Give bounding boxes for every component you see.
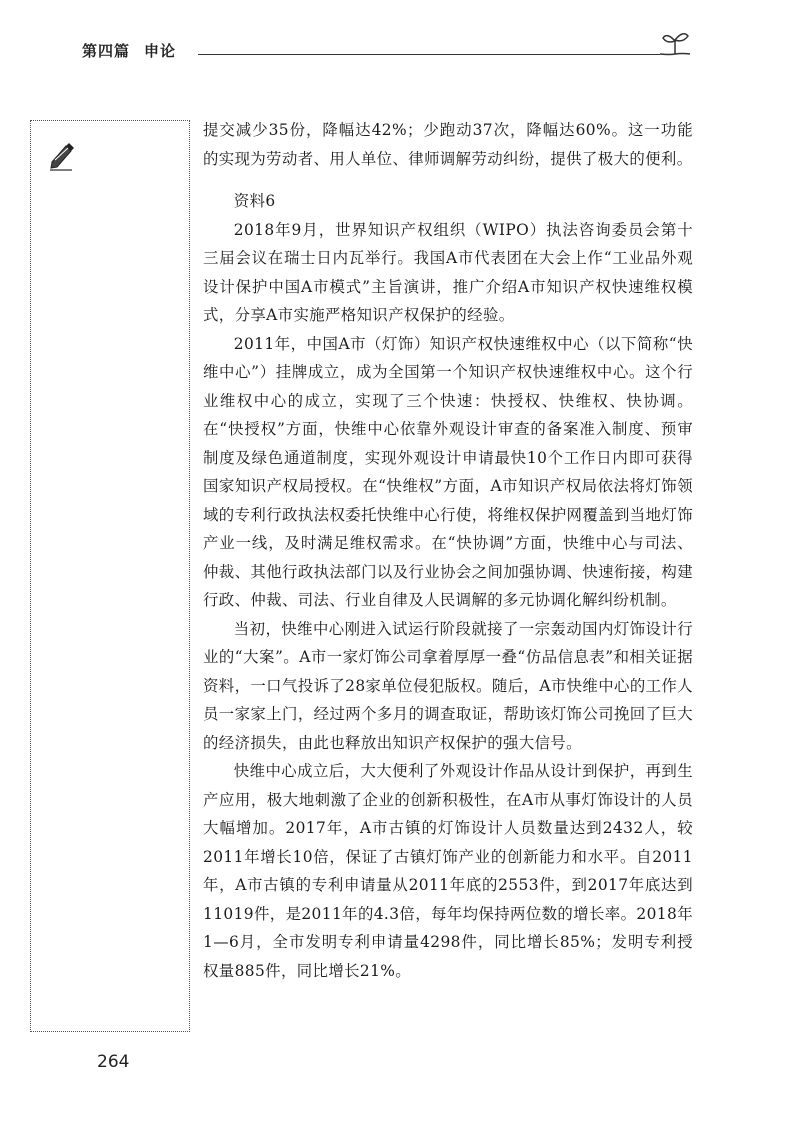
chapter-header xyxy=(82,40,176,61)
page-number: 264 xyxy=(97,1052,130,1072)
sprout-icon xyxy=(658,28,692,60)
paragraph: 快维中心成立后，大大便利了外观设计作品从设计到保护，再到生产应用，极大地刺激了企业的创新积极性，在A市从事灯饰设计的人员大幅增加。2017年，A市古镇的灯饰设计人员数量达到2432人，较2011年增长10倍，保证了古镇灯饰产业的创新能力和水平。自2011年，A市古镇的专利申请量从2011年底的2553件，到2017年底达到11019件，是2011年的4.3倍，每年均保持两位数的增长率。2018年1—6月，全市发明专利申请量4298件，同比增长85%；发明专利授权量885件，同比增长21%。 xyxy=(203,762,693,980)
continued-paragraph: 提交减少35份，降幅达42%；少跑动37次，降幅达60%。这一功能的实现为劳动者、用人单位、律师调解劳动纠纷，提供了极大的便利。 xyxy=(203,121,693,168)
part-label: 第四篇 xyxy=(82,42,131,60)
body-text xyxy=(203,116,693,985)
notes-margin-box xyxy=(30,120,190,1032)
header-rule xyxy=(198,54,660,55)
pencil-icon xyxy=(46,140,76,172)
section-heading: 资料6 xyxy=(233,192,276,210)
paragraph: 2018年9月，世界知识产权组织（WIPO）执法咨询委员会第十三届会议在瑞士日内瓦举行。我国A市代表团在大会上作“工业品外观设计保护中国A市模式”主旨演讲，推广介绍A市知识产权快速维权模式，分享A市实施严格知识产权保护的经验。 xyxy=(203,220,693,324)
part-title: 申论 xyxy=(144,42,177,60)
paragraph: 2011年，中国A市（灯饰）知识产权快速维权中心（以下简称“快维中心”）挂牌成立，成为全国第一个知识产权快速维权中心。这个行业维权中心的成立，实现了三个快速：快授权、快维权、快协调。在“快授权”方面，快维中心依靠外观设计审查的备案准入制度、预审制度及绿色通道制度，实现外观设计申请最快10个工作日内即可获得国家知识产权局授权。在“快维权”方面，A市知识产权局依法将灯饰领域的专利行政执法权委托快维中心行使，将维权保护网覆盖到当地灯饰产业一线，及时满足维权需求。在“快协调”方面，快维中心与司法、仲裁、其他行政执法部门以及行业协会之间加强协调、快速衔接，构建行政、仲裁、司法、行业自律及人民调解的多元协调化解纠纷机制。 xyxy=(203,334,693,609)
paragraph: 当初，快维中心刚进入试运行阶段就接了一宗轰动国内灯饰设计行业的“大案”。A市一家灯饰公司拿着厚厚一叠“仿品信息表”和相关证据资料，一口气投诉了28家单位侵犯版权。随后，A市快维中心的工作人员一家家上门，经过两个多月的调查取证，帮助该灯饰公司挽回了巨大的经济损失，由此也释放出知识产权保护的强大信号。 xyxy=(203,619,693,752)
